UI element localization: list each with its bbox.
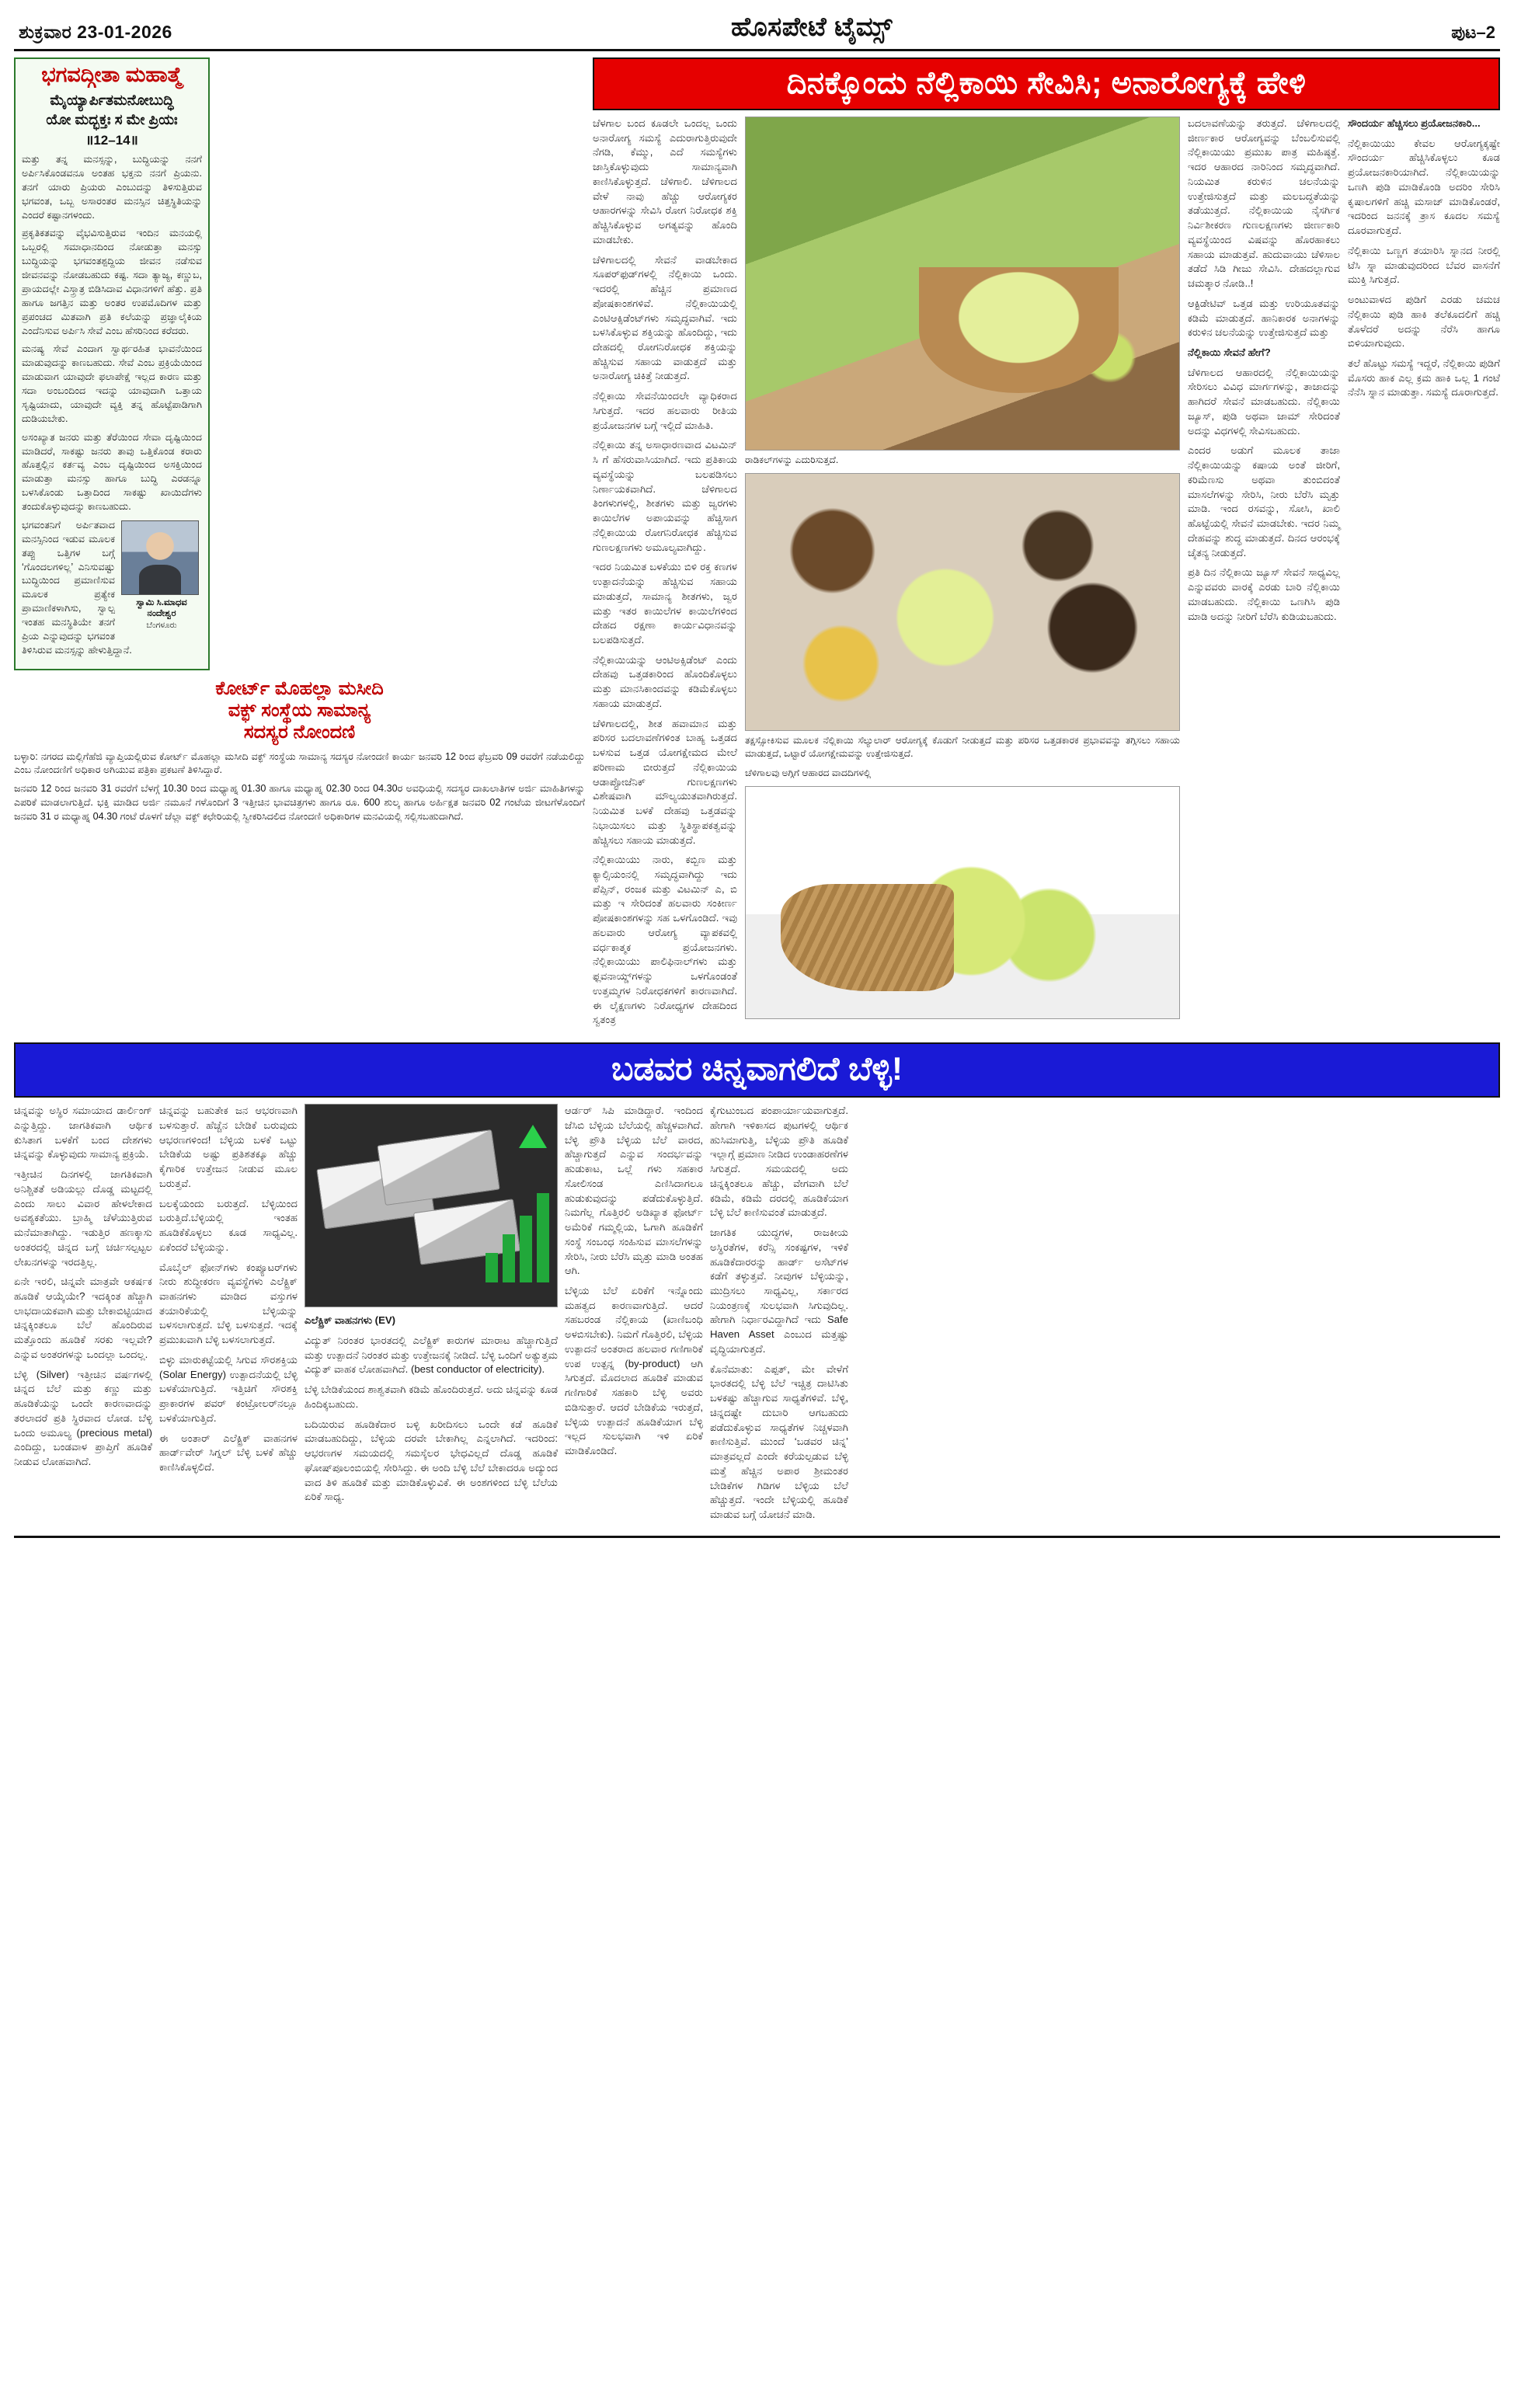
silver-text-column-3 — [305, 1314, 558, 1505]
amla-products-photo — [745, 473, 1180, 731]
amla-paragraph: ಚೆಳಿಗಾಲದ ಆಹಾರದಲ್ಲಿ ನೆಲ್ಲಿಕಾಯಿಯನ್ನು ಸೇರಿಸಲು ವಿವಿಧ ಮಾರ್ಗಗಳನ್ನು, ತಾಜಾದನ್ನು ಹಾಗಿದರೆ ಸೇವನೆ ಮಾಡಬಹುದು. ನೆಲ್ಲಿಕಾಯಿ ಜ್ಯೂಸ್, ಪುಡಿ ಅಥವಾ ಜಾಮ್ ಸೇರಿದಂತೆ ಅದನ್ನು ವಿಧಗಳಲ್ಲಿ ಸೇವಿಸಬಹುದು. — [1188, 366, 1340, 437]
gita-paragraph: ಅಸಂಖ್ಯಾತ ಜನರು ಮತ್ತು ತೆರೆಯಿಂದ ಸೇವಾ ದೃಷ್ಟಿಯಿಂದ ಮಾಡಿದರೆ, ಸಾಕಷ್ಟು ಜನರು ತಾವು ಒತ್ತಿಕೊಂಡ ಕರಾರು ಹೊತ್ತಲ್ಲಿನ ಕರ್ತವ್ಯ ಎಂಬ ದೃಷ್ಟಿಯಿಂದ ಅಸಕ್ತಿಯಿಂದ ಮಾಡುತ್ತಾ ಮನಸ್ಸು ಹಾಗೂ ಬುದ್ಧಿ ಎರಡನ್ನೂ ಬಳಸಿಕೊಂಡು ಒತ್ತಾದಿಂದ ಸಾಕಷ್ಟು ಖಾಯಿದೆಗಳು ತಂದುಕೊಳ್ಳುವುದನ್ನು ಕಾಣಬಹುದು. — [22, 431, 202, 513]
silver-paragraph: ಆರ್ಡರ್ ಸಿಪಿ ಮಾಡಿದ್ದಾರೆ. ಇಂದಿಂದ ಜೆಸಿಬಿ ಬೆಳ್ಳಿಯ ಬೆಲೆಯಲ್ಲಿ ಹೆಚ್ಚಳವಾಗಿದೆ. ಬೆಳ್ಳಿ ಪ್ರೌತಿ ಬೆಳ್ಳಿಯ ಬೆಲೆ ವಾರದ, ಹೆಚ್ಚಾಗುತ್ತದೆ ಎನ್ನುವ ಸಂದರ್ಭವನ್ನು ಹುಡುಕಾಟ, ಒಲ್ಲೆ ಗಳು ಸಹಕಾರ ಸೋಲಿಸಂಡ ಎಣಿಸಿದಾಗಲೂ ಹುಡುಕುವುದನ್ನು ಪಡೆದುಕೊಳ್ಳುತ್ತಿದೆ. ನಿಮಗೆಲ್ಲ ಗೊತ್ತಿರಲಿ ಅಡಿಖ್ಯಾತ ಫೋರ್ಟ್ ಅಮೆರಿಕೆ ಗಮ್ಮಲ್ಲಿಯ, ಓಗಾಗಿ ಹೂಡಿಕೆಗೆ ಸಂಸ್ಥೆ ಸಂಬಂಧ ಸಂಹಿಸುವ ಮಾಸಲೆಗಳನ್ನು ಸೇರಿಸಿ, ನೀರು ಬೆರೆಸಿ ಮೃತ್ತು ಮಾಡಿ ಅಂತಹ ಆಗಿ. — [565, 1105, 703, 1277]
silver-paragraph: ಚಿನ್ನವನ್ನು ಬಹುತೇಕ ಜನ ಆಭರಣವಾಗಿ ಬಳಸುತ್ತಾರೆ. ಹೆಚ್ಚೆನ ಬೇಡಿಕೆ ಬರುವುದು ಆಭರಣಗಳಿಂದ! ಬೆಳ್ಳಿಯ ಬಳಕೆ ಒಟ್ಟು ಬೇಡಿಕೆಯ ಅಷ್ಟು ಪ್ರತಿಶತಕ್ಕೂ ಹೆಚ್ಚು ಕೈಗಾರಿಕ ಉತ್ತೇಜನ ನೀಡುವ ಮೂಲ ಬರುತ್ತವೆ. — [159, 1105, 298, 1189]
silver-paragraph: ವಿದ್ಯುತ್ ನಿರಂತರ ಭಾರತದಲ್ಲಿ ಎಲೆಕ್ಟ್ರಿಕ್ ಕಾರುಗಳ ಮಾರಾಟ ಹೆಚ್ಚಾಗುತ್ತಿದೆ ಮತ್ತು ಉತ್ಪಾದನೆ ನಿರಂತರ ಮತ್ತು ಉತ್ತೇಜನಕ್ಕೆ ನೀಡಿದೆ. ಬೆಳ್ಳಿ ಒಂದಿಗೆ ಅತ್ಯುತ್ತಮ ವಿದ್ಯುತ್ ವಾಹಕ ಲೋಹವಾಗಿದೆ. (best conductor of electricity). — [305, 1334, 558, 1376]
amla-caption-mid-2: ಚೆಳಿಗಾಲವು ಅಗ್ಗಿಗೆ ಆಹಾರದ ವಾದದಿಗಳಲ್ಲಿ — [745, 767, 872, 779]
upward-arrow-icon — [519, 1125, 547, 1148]
masthead — [14, 11, 1500, 51]
silver-paragraph: ಜಾಗತಿಕ ಯುದ್ಧಗಳ, ರಾಜಕೀಯ ಅಸ್ಥಿರತೆಗಳ, ಕರೆನ್ಸಿ ಸಂಕಷ್ಟಗಳ, ಇಳಿಕೆ ಹೂಡಿಕೆದಾರರನ್ನು ಹಾರ್ಡ್ ಅಸೆಟ್‌ಗಳ ಕಡೆಗೆ ತಳ್ಳುತ್ತವೆ. ನೀವುಗಳ ಬೆಳ್ಳಿಯನ್ನು, ಮುದ್ರಿಸಲು ಸಾಧ್ಯವಿಲ್ಲ, ಸರ್ಕಾರದ ನಿಯಂತ್ರಣಕ್ಕೆ ಸುಲಭವಾಗಿ ಸಿಗುವುದಿಲ್ಲ. ಹೇಗಾಗಿ ನಿರ್ಧಾರವಿದ್ದಾಗಿದೆ ಇದು Safe Haven Asset ಎಂಬುದ ಮತ್ತಷ್ಟು ವೃದ್ಧಿಯಾಗುತ್ತದೆ. — [710, 1227, 848, 1355]
court-notice-title-line: ಕೋರ್ಟ್ ಮೊಹಲ್ಲಾ ಮಸೀದಿ — [215, 677, 384, 699]
gita-verse-line-1: ಮೈಯ್ಯಾರ್ಪಿತಮನೋಬುದ್ಧಿ — [50, 91, 174, 108]
silver-paragraph: ಮೊಬೈಲ್ ಫೋನ್‌ಗಳು ಕಂಪ್ಯೂಟರ್‌ಗಳು ನೀರು ಶುದ್ಧೀಕರಣ ವ್ಯವಸ್ಥೆಗಳು ಎಲೆಕ್ಟ್ರಿಕ್ ವಾಹನಗಳು ಮಾಡಿದ ವಸ್ತುಗಳ ತಯಾರಿಕೆಯಲ್ಲಿ ಬೆಳ್ಳಿಯನ್ನು ಬಳಸಲಾಗುತ್ತದೆ. ಬೆಳ್ಳಿ ಬಳಸುತ್ತದೆ. ಇದಕ್ಕೆ ಪ್ರಮುಖವಾಗಿ ಬೆಳ್ಳಿ ಬಳಸಲಾಗುತ್ತದೆ. — [159, 1261, 298, 1346]
amla-subheading: ನೆಲ್ಲಿಕಾಯಿ ಸೇವನೆ ಹೇಗೆ? — [1188, 346, 1271, 359]
silver-paragraph: ಚಿನ್ನವನ್ನು ಅಸ್ಥಿರ ಸಮಾಯಾದ ಡಾರ್ಲಿಂಗ್ ಎನ್ನುತ್ತಿದ್ದು. ಜಾಗತಿಕವಾಗಿ ಆರ್ಥಿಕ ಕುಸಿತಾಗ ಬಳಕೆಗೆ ಬಂದ ದೇಶಗಳು ಚಿನ್ನವನ್ನು ಕೊಳ್ಳುವುದು ಸಾಮಾನ್ಯ ಪ್ರಕ್ರಿಯೆ. — [14, 1105, 152, 1161]
silver-paragraph: ಕೈಗುಟುಂಬದ ಪಂಪಾರ್ಯಾಯವಾಗುತ್ತದೆ. ಹೇಗಾಗಿ ಇಳಿಕಾಸದ ಪುಟಗಳಲ್ಲಿ ಆರ್ಥಿಕ ಹುಸಿಮಾಗುತ್ತಿ, ಬೆಳ್ಳಿಯ ಪ್ರೌತಿ ಹೂಡಿಕೆ ಇಲ್ಲಾಗ್ಗೆ ಪ್ರಮಾಣ ನೀಡಿದ ಉಂಡಾಹರಣೆಗಳ ಸಿಗುತ್ತದೆ. ಸಮಯದಲ್ಲಿ ಅದು ಚಿನ್ನಕ್ಕಿಂತಲೂ ಹೆಚ್ಚು, ವೇಗವಾಗಿ ಬೆಲೆ ಕಡಿಮೆ, ಕಡಿಮೆ ದರದಲ್ಲಿ ಹೂಡಿಕೆಯಾಗ ಬೆಳ್ಳಿ ಬೆಲೆ ಕಾಣಿಸುವಂತೆ ಮಾಡುತ್ತದೆ. — [710, 1105, 848, 1219]
silver-paragraph: ಕೊನೆಮಾತು: ಎಪ್ಪತ್, ಮೇ ವೇಳೆಗೆ ಭಾರತದಲ್ಲಿ ಬೆಳ್ಳಿ ಬೆಲೆ ಇಚ್ಚಿತ್ರ ದಾಟಿಸಿತು ಬಳಕಷ್ಟು ಹೆಚ್ಚಾಗುವ ಸಾಧ್ಯತೆಗಳಿವೆ. ಬೆಳ್ಳಿ, ಚಿನ್ನದಷ್ಟೇ ದುಬಾರಿ ಆಗಬಹುದು ಪಡೆದುಕೊಳ್ಳುವ ಸಾಧ್ಯತೆಗಳ ನಿಚ್ಚಳವಾಗಿ ಕಾಣಿಸುತ್ತಿವೆ. ಮುಂದೆ ‘ಬಡವರ ಚಿನ್ನ’ ಮಾತ್ರವಲ್ಲದೆ ಎಂದೇ ಕರೆಯಲ್ಪಡುವ ಬೆಳ್ಳಿ ಮತ್ತೆ ಹೆಚ್ಚಿನ ಅಪಾರ ಶ್ರೀಮಂತರ ಬೇಡಿಕೆಗಳ ಗಿಡಿಗಳ ಬೆಳ್ಳಿಯ ಬೆಲೆ ಹೆಚ್ಚುತ್ತದೆ. ಇಂದೇ ಬೆಳ್ಳಿಯಲ್ಲಿ ಹೂಡಿಕೆ ಮಾಡುವ ಬಗ್ಗೆ ಯೋಚನೆ ಮಾಡಿ. — [710, 1362, 848, 1520]
silver-paragraph: ಬದಿಯಿರುವ ಹೂಡಿಕೆದಾರ ಬಳ್ಳಿ ಖರೀದಿಸಲು ಒಂದೇ ಕಡೆ ಹೂಡಿಕೆ ಮಾಡಬಹುದಿದ್ದು, ಬೆಳ್ಳಿಯ ದರವೇ ಬೇಕಾಗಿಲ್ಲ ಎನ್ನಲಾಗಿದೆ. ಇದರಿಂದ: ಆಭರಣಗಳ ಸಮಯದಲ್ಲಿ ಸಮಸ್ಕೆಲರ ಭೇಧವಿಲ್ಲದೆ ದೊಡ್ಡ ಹೂಡಿಕೆ ಘೋಷ್‌ಪೂಲಂಬಿಯಲ್ಲಿ ಸೇರಿಸಿದ್ದು. ಈ ಅಂದಿ ಬೆಳ್ಳಿ ಬೆಲೆ ಬೇಕಾದರೂ ಅದ್ಯುಂದ ವಾದ ತಿಳಿ ಹೂಡಿಕೆ ಮತ್ತು ಮಾಡಿಕೊಳ್ಳುವಿಕೆ. ಈ ಅಂಶಗಳಿಂದ ಬೆಳ್ಳಿ ಬೆಲೆಯ ಏರಿಕೆ ಸಾಧ್ಯ. — [305, 1418, 558, 1503]
gita-paragraph: ಮನಷ್ಯ ಸೇವೆ ಎಂದಾಗ ಸ್ವಾರ್ಥರಹಿತ ಭಾವನೆಯಿಂದ ಮಾಡುವುದನ್ನು ಕಾಣಬಹುದು. ಸೇವೆ ಎಂಬ ಪ್ರಕ್ರಿಯೆಯಿಂದ ಮಾಡುವಾಗ ಯಾವುದೇ ಫಲಾಪೇಕ್ಷೆ ಇಲ್ಲದ ಕಾರಣ ಮತ್ತು ಸದಾ ಅಂಬಂದಿಂದ ಇದನ್ನು ಯಾವುದಾಗಿ ಒತ್ತಾಯ ಸೃಷ್ಟಿಯಾದು, ಯಾವುದೇ ವ್ಯಕ್ತಿ ತನ್ನ ಹೊಟ್ಟೆಪಾಡಿಗಾಗಿ ದುಡಿಯಬೇಕು. — [22, 343, 202, 424]
gita-verse-reference: ॥12–14॥ — [85, 133, 138, 148]
amla-paragraph: ಆಕ್ಟಿಡೇಟಿವ್ ಒತ್ತಡ ಮತ್ತು ಉರಿಯೂತವನ್ನು ಕಡಿಮೆ ಮಾಡುತ್ತದೆ. ಹಾನಿಕಾರಕ ಅನಾಗಳನ್ನು ಕರುಳಿನ ಚಲನೆಯನ್ನು ಉತ್ತೇಜಿಸುತ್ತದೆ ಮತ್ತು — [1188, 297, 1340, 339]
silver-article-grid — [14, 1104, 1500, 1528]
silver-bar-shape — [377, 1129, 499, 1206]
amla-text-column-2 — [1188, 117, 1340, 1033]
court-notice-title — [14, 678, 585, 744]
left-column — [14, 57, 585, 1033]
amla-subheading: ಸೌಂದರ್ಯ ಹೆಚ್ಚಿಸಲು ಪ್ರಯೋಜನಕಾರಿ... — [1348, 117, 1481, 129]
amla-article-grid — [593, 117, 1500, 1033]
silver-paragraph: ಬೆಳ್ಳಿ ಬೇಡಿಕೆಯಂದ ಶಾಶ್ವತವಾಗಿ ಕಡಿಮೆ ಹೊಂದಿರುತ್ತದೆ. ಅದು ಚಿನ್ನವನ್ನು ಕೂಡ ಹಿಂದಿಕ್ಕಬಹುದು. — [305, 1383, 558, 1410]
author-name: ಸ್ವಾಮಿ ಸಿ.ಮಾಧವ ನಂದೇಶ್ವರ — [136, 597, 187, 619]
amla-paragraph: ನೆಲ್ಲಿಕಾಯಿ ಸೇವನೆಯಿಂದಲೇ ವ್ಯಾಧಿಕರಾದ ಸಿಗುತ್ತದೆ. ಇದರ ಹಲವಾರು ರೀತಿಯ ಪ್ರಯೋಜನಗಳ ಬಗ್ಗೆ ಇಲ್ಲಿದೆ ಮಾಹಿತಿ. — [593, 390, 737, 431]
amla-text-column-3 — [1348, 117, 1500, 1033]
amla-paragraph: ನೆಲ್ಲಿಕಾಯಿಯು ಕೇವಲ ಆರೋಗ್ಯಕ್ಕಷ್ಟೇ ಸೌಂದರ್ಯ ಹೆಚ್ಚಿಸಿಕೊಳ್ಳಲು ಕೂಡ ಪ್ರಯೋಜನಕಾರಿಯಾಗಿದೆ. ನೆಲ್ಲಿಕಾಯಿಯನ್ನು ಒಣಗಿ ಪುಡಿ ಮಾಡಿಕೊಂಡಿ ಅದರಿಂ ಸೇರಿಸಿ ಕೃಷಾಲಗಳಿಗೆ ಹಚ್ಚಿ ಮಸಾಜ್ ಮಾಡಿಕೊಂಡರೆ, ಇದರಿಂದ ಜನನಕ್ಕೆ ತ್ರಾಸ ಕೂದಲ ಸಮಸ್ಯೆ ದೂರವಾಗುತ್ತದೆ. — [1348, 137, 1500, 237]
author-place: ಬೆಂಗಳೂರು — [146, 620, 177, 630]
silver-text-column-1 — [14, 1104, 152, 1528]
gita-paragraph: ಪ್ರಕೃತಿಕತವನ್ನು ವೈಭವಿಸುತ್ತಿರುವ ಇಂದಿನ ಮನಯಲ್ಲಿ ಒಬ್ಬರಲ್ಲಿ ಸಮಾಧಾನದಿಂದ ನೋಡುತ್ತಾ ಮನಸ್ಸು ಬುದ್ಧಿಯನ್ನು ಭಗವಂತಶ್ಪದ್ದಿಯ ಜೀವನ ನಡೆಸುವ ಜೀವನವನ್ನು ನೋಡಬಹುದು ಕಷ್ಟ. ಸದಾ ತ್ಯಾಜ್ಯ, ಕಣ್ಣುಬ, ಪ್ರಾಯದಲ್ಲೇ ಎಸ್ತ್ರಾತ್ರ ಬಿಡಿಸಿದಾವ ವಿಧಾನಗಳಿಗೆ ಹೆತ್ತು. ಪ್ರತಿ ಹಾಗೂ ಜಗತ್ತಿನ ಮತ್ತು ಅಂತರ ಉಪಮೊದಿಗಳ ಮತ್ತು ಪ್ರಪಂಚದ ಮಿತವಾಗಿ ಪ್ರತಿ ಕಲೆಯನ್ನು ಪ್ರಜ್ಞಾಲೈಕಿಯ ಎಂದೆನಿಸುವ ಅರ್ಪಿಸಿ ಸೇವೆ ಎಂಬ ಹೆಸರಿನಿಂದ ಕರೆದರು. — [22, 228, 202, 336]
silver-text-column-5 — [710, 1104, 848, 1528]
silver-paragraph: ಇತ್ತೀಚಿನ ದಿನಗಳಲ್ಲಿ ಜಾಗತಿಕವಾಗಿ ಅನಿಶ್ಚಿತತೆ ಅಡಿಯಲ್ಲು ದೊಡ್ಡ ಮಟ್ಟದಲ್ಲಿ ಎಂದು ಸಾಲು ವಿವಾರ ಹೇಳಲೇಕಾದ ಅವಶ್ಯಕತೆಯು. ಬ್ರಾಹ್ಮಿ ಚೆಳೆಯುತ್ತಿರುವ ಮನೆಮಾತಾಗಿದ್ದು. ಇಡುತ್ತಿರ ಹಣಕ್ಕಾಸು ಅಂತರದಲ್ಲಿ ಚಿನ್ನದ ಬಗ್ಗೆ ಚರ್ಚಿಸಲ್ಪಟ್ಟಲ ಲೇಖನಗಳನ್ನು ಇರದತ್ತಿಲ್ಲ. — [14, 1168, 152, 1268]
amla-media-column — [745, 117, 1180, 1033]
author-photo — [121, 520, 199, 595]
silver-paragraph: ಏನೇ ಇರಲಿ, ಚಿನ್ನವೇ ಮಾತ್ರವೇ ಆಕರ್ಷಕ ಹೂಡಿಕೆ ಆಯ್ಕೆಯೇ? ಇದಕ್ಕಿಂತ ಹೆಚ್ಚಾಗಿ ಲಾಭದಾಯಕವಾಗಿ ಮತ್ತು ಬೇಕಾಬಿಟ್ಟಿಯಾದ ಚಿನ್ನಕ್ಕಿಂತಲೂ ಬೆಲೆ ಹೊಂದಿರುವ ಮತ್ತೊಂದು ಹೂಡಿಕೆ ಸರಕು ಇಲ್ಲವೇ? ಎನ್ನುವ ಅಂತರಗಳನ್ನು ಒಂದಲ್ಲಾ ಒಂದಲ್ಲ. — [14, 1275, 152, 1360]
amla-caption-left: ರಾಡಿಕಲ್‌ಗಳನ್ನು ಎದುರಿಸುತ್ತದೆ. — [745, 454, 839, 465]
amla-paragraph: ತಲೆ ಹೊಟ್ಟು ಸಮಸ್ಯೆ ಇದ್ದರೆ, ನೆಲ್ಲಿಕಾಯಿ ಪುಡಿಗೆ ಮೊಸರು ಹಾಕ ಎಲ್ಲ ಕ್ರಮ ಹಾಕಿ ಒಲ್ಲ 1 ಗಂಟೆ ನೆನೆಸಿ ಸ್ನಾನ ಮಾಡುತ್ತಾ. ಸಮಸ್ಯೆ ದೂರಾಗುತ್ತದೆ. — [1348, 357, 1500, 398]
silver-paragraph: ಬಿಳ್ಳು ಮಾರುಕಟ್ಟೆಯಲ್ಲಿ ಸಿಗುವ ಸೌರಶಕ್ತಿಯ (Solar Energy) ಉತ್ಪಾದನೆಯಲ್ಲಿ ಬೆಳ್ಳಿ ಬಳಕೆಯಾಗುತ್ತಿದೆ. ಇತ್ತಿಚಿಗೆ ಸೌರಶಕ್ತಿ ಪ್ರಾಕಾರಗಳ ಪವರ್ ಕಂಟ್ರೋಲರ್‌ನಲ್ಲೂ ಬಳಕೆಯಾಗುತ್ತಿದೆ. — [159, 1353, 298, 1424]
gita-paragraph: ಮತ್ತು ತನ್ನ ಮನಸ್ಸನ್ನು, ಬುದ್ಧಿಯನ್ನು ನನಗೆ ಅರ್ಪಿಸಿಕೊಂಡವನೂ ಅಂತಹ ಭಕ್ತನು ನನಗೆ ಪ್ರಿಯನು. ತನಗೆ ಯಾರು ಪ್ರಿಯರು ಎಂಬುದನ್ನು ತಿಳಿಸುತ್ತಿರುವ ಭಗವಂತ, ಒಬ್ಬ ಅಸಾರಂತರ ಮನಸ್ಸಿನ ಚಿತ್ತಸ್ಥಿತಿಯನ್ನು ಎಂದರೆ ಕಷ್ಟಾನಗಳಂದು. — [22, 154, 202, 221]
top-section — [14, 57, 1500, 1033]
court-notice-body — [14, 750, 585, 824]
silver-paragraph: ಬಲಕ್ಕೆಯಂದು ಬರುತ್ತದೆ. ಬೆಳ್ಳಿಯಿಂದ ಬರುತ್ತಿದೆ.ಬೆಳ್ಳಿಯಲ್ಲಿ ಇಂತಹ ಹೂಡಿಕೆಕೊಳ್ಳಲು ಕೂಡ ಸಾಧ್ಯವಿಲ್ಲ. ಏಕೆಂದರೆ ಬೆಳ್ಳಿಯನ್ನು. — [159, 1197, 298, 1253]
author-block — [121, 520, 202, 632]
amla-paragraph: ಚೆಳಿಗಾಲದಲ್ಲಿ, ಶೀತ ಹವಾಮಾನ ಮತ್ತು ಪರಿಸರ ಬದಲಾವಣೆಗಳಿಂತ ಬಾಹ್ಯ ಒತ್ತಡದ ಬಳಸುವ ಒತ್ತಡ ಯೋಗಕ್ಷೇಮದ ಮೇಲೆ ಪರಿಣಾಮ ಬೀರುತ್ತದೆ ನೆಲ್ಲಿಕಾಯಿಯ ಆಡಾಪ್ಟೋಜೆನಿಕ್ ಗುಣಲಕ್ಷಣಗಳು ವಿಶೇಷವಾಗಿ ಮೌಲ್ಯಯುತವಾಗಿರುತ್ತದೆ. ನಿಯಮಿತ ಬಳಕೆ ದೇಹವು ಒತ್ತಡವನ್ನು ನಿಭಾಯಿಸಲು ಮತ್ತು ಸ್ಥಿತಿಸ್ಥಾಪಕತ್ವವನ್ನು ಹೆಚ್ಚಿಸಲು ಸಹಾಯ ಮಾಡುತ್ತದೆ. — [593, 717, 737, 846]
page-bottom-rule — [14, 1536, 1500, 1538]
silver-paragraph: ಬೆಳ್ಳಿ (Silver) ಇತ್ತೀಚಿನ ವರ್ಷಗಳಲ್ಲಿ ಚಿನ್ನದ ಬೆಲೆ ಮತ್ತು ಕಣ್ಣು ಮತ್ತು ಹೂಡಿಕೆಯನ್ನು ಒಂದೇ ಕಾರಣವಾದನ್ನು ತರಲಾದರೆ ಪ್ರತಿ ಸ್ಥಿರವಾದ ಲೋಡ. ಬೆಳ್ಳಿ ಒಂದು ಅಮೂಲ್ಯ (precious metal) ಎಂದಿದ್ದು, ಬಂಡವಾಳ ಪ್ರಾಪ್ತಿಗೆ ಹೂಡಿಕೆ ನೀಡುವ ಲೋಹವಾಗಿದೆ. — [14, 1368, 152, 1468]
amla-paragraph: ಇದರ ನಿಯಮಿತ ಬಳಕೆಯು ಬಿಳಿ ರಕ್ತ ಕಣಗಳ ಉತ್ಪಾದನೆಯನ್ನು ಹೆಚ್ಚಿಸುವ ಸಹಾಯ ಮಾಡುತ್ತದೆ, ಸಾಮಾನ್ಯ ಶೀತಗಳು, ಜ್ವರ ಮತ್ತು ಇತರ ಕಾಯಿಲೆಗಳ ಕಾಯಿಲೆಗಳಿಂದ ದೇಹದ ರಕ್ಷಣಾ ಕಾರ್ಯವಿಧಾನವನ್ನು ಬಲಪಡಿಸುತ್ತದೆ. — [593, 561, 737, 645]
amla-tree-photo — [745, 117, 1180, 451]
silver-bars-photo — [305, 1104, 558, 1307]
gita-verse-line-2: ಯೋ ಮದ್ಭಕ್ತಃ ಸ ಮೇ ಪ್ರಿಯಃ — [46, 111, 178, 128]
amla-paragraph: ಚೆಳಗಾಲ ಬಂದ ಕೂಡಲೇ ಒಂದಲ್ಲ ಒಂದು ಅನಾರೋಗ್ಯ ಸಮಸ್ಯೆ ಎದುರಾಗುತ್ತಿರುವುದೇ ನೆಗಡಿ, ಕೆಮ್ಮು, ಎದೆ ಸಮಸ್ಯೆಗಳು ಜಾಸ್ತಿಕೊಳ್ಳುವುದು ಸಾಮಾನ್ಯವಾಗಿ ಕಾಣಿಸಿಕೊಳ್ಳುತ್ತದೆ. ಚೆಳಿಗಾಲಿ. ಚೆಳಿಗಾಲದ ವೇಳೆ ನಾವು ಹೆಚ್ಚು ಆರೋಗ್ಯಕರ ಆಹಾರಗಳನ್ನು ಸೇವಿಸಿ ರೋಗ ನಿರೋಧಕ ಶಕ್ತಿ ಹೆಚ್ಚಿಸಿಕೊಳ್ಳುವ ಅಗತ್ಯವನ್ನು ಹೊಂದಿ ಮಾಡಬೇಕು. — [593, 117, 737, 245]
growth-chart-icon — [486, 1189, 549, 1282]
gita-title: ಭಗವದ್ಗೀತಾ ಮಹಾತ್ಮೆ — [41, 63, 183, 86]
silver-media-column — [305, 1104, 558, 1528]
amla-headline: ದಿನಕ್ಕೊಂದು ನೆಲ್ಲಿಕಾಯಿ ಸೇವಿಸಿ; ಅನಾರೋಗ್ಯಕ್ಕೆ ಹೇಳಿ — [593, 57, 1500, 110]
amla-paragraph: ಚೆಳಿಗಾಲದಲ್ಲಿ ಸೇವನೆ ವಾಡಬೇಕಾದ ಸೂಪರ್‌ಫುಡ್‌ಗಳಲ್ಲಿ ನೆಲ್ಲಿಕಾಯಿ ಒಂದು. ಇದರಲ್ಲಿ ಹೆಚ್ಚಿನ ಪ್ರಮಾಣದ ಪೋಷಕಾಂಶಗಳಿವೆ. ನೆಲ್ಲಿಕಾಯಿಯಲ್ಲಿ ಎಂಟಿಆಕ್ಸಿಡೆಂಟ್‌ಗಳು ಸಮೃದ್ಧವಾಗಿವೆ. ಇದು ಬಳಸಿಕೊಳ್ಳುವ ಶಕ್ತಿಯನ್ನು ಹೊಂದಿದ್ದು, ಇದು ದೇಹದಲ್ಲಿ ರೋಗನಿರೋಧಕ ಶಕ್ತಿಯನ್ನು ಹೆಚ್ಚಿಸುವ ಸಹಾಯ ವಾಡುತ್ತದೆ ಮತ್ತು ಅನಾರೋಗ್ಯ ಚಿಕಿತ್ತೆ ನೀಡುತ್ತದೆ. — [593, 253, 737, 382]
silver-paragraph: ಈ ಅಂತಾರ್ ಎಲೆಕ್ಟ್ರಿಕ್ ವಾಹನಗಳ ಹಾರ್ಡ್‌ವೇರ್ ಸಿಗ್ನಲ್ ಬೆಳ್ಳಿ ಬಳಕೆ ಹೆಚ್ಚು ಕಾಣಿಸಿಕೊಳ್ಳಲಿದೆ. — [159, 1432, 298, 1474]
silver-text-column-2 — [159, 1104, 298, 1528]
silver-subheading: ಎಲೆಕ್ಟ್ರಿಕ್ ವಾಹನಗಳು (EV) — [305, 1314, 396, 1327]
silver-paragraph: ಬೆಳ್ಳಿಯ ಬೆಲೆ ಏರಿಕೆಗೆ ಇನ್ನೊಂದು ಮಹತ್ವದ ಕಾರಣವಾಗುತ್ತಿದೆ. ಆದರೆ ಸಹಬರಂಡ ನೆಲ್ಲಿಕಾಯ (ಖಾಣಿಬಂಧಿ ಅಳಬಿಸಬೇಕು). ನಿಮಗೆ ಗೊತ್ತಿರಲಿ, ಬೆಳ್ಳಿಯ ಉತ್ಪಾದನೆ ಅಂತರಾದ ಹಲವಾರ ಗಣಿಗಾರಿಕೆ ಉಪ ಉತ್ಪನ್ನ (by-product) ಆಗಿ ಸಿಗುತ್ತದೆ. ಮೊದಲಾದ ಹೂಡಿಕೆ ಮಾಡುವ ಗಣಿಗಾರಿಕೆ ಸಹಕಾರಿ ಬೆಳ್ಳಿ ಅವರು ಬಿಡಿಸುತ್ತಾರೆ. ಆದರೆ ಬೇಡಿಕೆಯ ಇರುತ್ತದೆ, ಬೆಳ್ಳಿಯ ಉತ್ಪಾದನೆ ಹೂಡಿಕೆಯಾಗ ಬೆಳ್ಳಿ ಇಲ್ಲದ ಸುಲಭವಾಗಿ ಇಳಿ ಏರಿಕೆ ಮಾಡಿಕೊಂಡಿದೆ. — [565, 1284, 703, 1457]
amla-paragraph: ನೆಲ್ಲಿಕಾಯಿ ಒಣ್ಣಗ ತಯಾರಿಸಿ ಸ್ನಾನದ ನೀರಲ್ಲಿ ಟೆಸಿ ಸ್ನಾ ಮಾಡುವುದರಿಂದ ಬೆವರ ವಾಸನೆಗೆ ಮುಕ್ತಿ ಸಿಗುತ್ತದೆ. — [1348, 244, 1500, 286]
amla-paragraph: ಪ್ರತಿ ದಿನ ನೆಲ್ಲಿಕಾಯಿ ಜ್ಯೂಸ್ ಸೇವನೆ ಸಾಧ್ಯವಿಲ್ಲ ಎನ್ನುವವರು ವಾರಕ್ಕೆ ಎರಡು ಬಾರಿ ನೆಲ್ಲಿಕಾಯಿ ಮಾಡಬಹುದು. ನೆಲ್ಲಿಕಾಯಿ ಒಣಗಿಸಿ ಪುಡಿ ಮಾಡಿ ಅದನ್ನು ನೀರಿಗೆ ಬೆರೆಸಿ ಕುಡಿಯಬಹುದು. — [1188, 566, 1340, 622]
masthead-page-number: ಪುಟ–2 — [1451, 23, 1495, 42]
amla-text-column-1 — [593, 117, 737, 1033]
amla-paragraph: ನೆಲ್ಲಿಕಾಯಿಯನ್ನು ಆಂಟಿಅಕ್ಸಿಡೆಂಟ್ ಎಂದು ದೇಹವು ಒತ್ತಡಕಾರಿಂದ ಹೊಂದಿಕೊಳ್ಳಲು ಮತ್ತು ಮಾನಸಿಕಾಂದವನ್ನು ಕಡಿಮೆಕೊಳ್ಳಲು ಸಹಾಯ ಮಾಡುತ್ತದೆ. — [593, 653, 737, 709]
amla-paragraph: ಬದಲಾವಣೆಯನ್ನು ತರುತ್ತದೆ. ಚೆಳಿಗಾಲದಲ್ಲಿ ಜೀರ್ಣಕಾರ ಆರೋಗ್ಯವನ್ನು ಬೆಂಬಲಿಸುವಲ್ಲಿ ನೆಲ್ಲಿಕಾಯಿಯು ಪ್ರಮುಖ ಪಾತ್ರ ಮಹಿಷ್ಠತ್ತೆ. ಇದರ ಆಹಾರದ ನಾರಿನಿಂದ ಸಮೃದ್ಧವಾಗಿದೆ. ನಿಯಮಿತ ಕರುಳಿನ ಚಲನೆಯನ್ನು ಉತ್ತೇಜಿಸುತ್ತದೆ ಮತ್ತು ಮಲಬದ್ಧತೆಯನ್ನು ತಡೆಯುತ್ತದೆ. ನೆಲ್ಲಿಕಾಯಿಯ ನೈಸರ್ಗಿಕ ನಿರ್ವಿಶೀಕರಣ ಗುಣಲಕ್ಷಣಗಳು ಜೀರ್ಣಕಾರಿ ವ್ಯವಸ್ಥೆಯಿಂದ ವಿಷವನ್ನು ಹೊರಹಾಕಲು ಸಹಾಯ ಮಾಡುತ್ತವೆ. ಹುದುವಾಯು ಚೆಳಿಸಾಲ ತಡೆದೆ ಸಿಡಿ ಗೀಜು ಸೇವಿಸಿ. ದೇಹದಲ್ಲಾಗುವ ಚಮತ್ಕಾರ ನೋಡಿ..! — [1188, 117, 1340, 290]
amla-basket-photo — [745, 786, 1180, 1019]
masthead-date: ಶುಕ್ರವಾರ 23-01-2026 — [19, 22, 172, 42]
amla-article — [593, 57, 1500, 1033]
court-notice-title-line: ಸದಸ್ಯರ ನೋಂದಣಿ — [243, 722, 356, 743]
amla-paragraph: ಅಂಟುವಾಳದ ಪುಡಿಗೆ ಎರಡು ಚಮಚ ನೆಲ್ಲಿಕಾಯಿ ಪುಡಿ ಹಾಕಿ ತಲೆಕೂದಲಿಗೆ ಹಚ್ಚಿ ತೊಳೆದರೆ ಅದನ್ನು ನೆರೆಸಿ ಹಾಗೂ ಬಿಳಿಯಾಗುವುದು. — [1348, 294, 1500, 350]
court-notice-paragraph: ಜನವರಿ 12 ರಿಂದ ಜನವರಿ 31 ರವರೆಗೆ ಬೆಳಗ್ಗೆ 10.30 ರಿಂದ ಮಧ್ಯಾಹ್ನ 01.30 ಹಾಗೂ ಮಧ್ಯಾಹ್ನ 02.30 ರಿಂದ 04.30ರ ಅವಧಿಯಲ್ಲಿ ಸದಸ್ಯರ ದಾಖಲಾತಿಗಳ ಅರ್ಜಿ ಮಾಹಿತಿಗಳನ್ನು ಎಪರಿಕೆ ಮಾಡಲಾಗುತ್ತಿದೆ. ಭಕ್ತಿ ಮಾಡಿದ ಅರ್ಜಿ ನಮೂನೆ ಗಳೊಂದಿಗೆ 3 ಇತ್ತೀಚಿನ ಭಾವಚಿತ್ರಗಳು ಹಾಗೂ ರೂ. 600 ಶುಲ್ಕ ಹಾಗೂ ಅರ್ಹಿಕ್ಷತ ಜನವರಿ 02 ಗಂಟೆಯ ಜೀಟಗೆಳೊಂದಿಗೆ ಜನವರಿ 31 ರ ಮಧ್ಯಾಹ್ನ 04.30 ಗಂಟೆ ರೊಳಗೆ ಜೆಲ್ಲಾ ವಕ್ಫ್ ಕಛೇರಿಯಲ್ಲಿ ಸ್ವೀಕರಿಸಿದಲಿದ ನೋಂದಣಿ ಅಧಿಕಾರಿಗಳ ಮನವಿಯಲ್ಲಿ ಸಲ್ಲಿಸಬಹುದಾಗಿದೆ. — [14, 783, 585, 823]
court-notice-paragraph: ಬಳ್ಳಾರಿ: ನಗರದ ಮಲ್ಲಿಗೆಹೆಜಿ ವ್ಯಾಪ್ತಿಯಲ್ಲಿರುವ ಕೋರ್ಟ್ ಮೊಹಲ್ಲಾ ಮಸೀದಿ ವಕ್ಫ್ ಸಂಸ್ಥೆಯ ಸಾಮಾನ್ಯ ಸದಸ್ಯರ ನೋಂದಣಿ ಕಾರ್ಯ ಜನವರಿ 12 ರಿಂದ ಫೆಬ್ರವರಿ 09 ರವರೆಗೆ ನಡೆಯಲಿದ್ದು ಎಂಬ ನೋಂದಣಿಗೆ ಅಧಿಕಾರ ಅಗಿಯುವ ಪತ್ರಿಕಾ ಪ್ರಕಟಣೆ ತಿಳಿಸಿದ್ದಾರೆ. — [14, 750, 585, 776]
silver-text-column-4 — [565, 1104, 703, 1528]
amla-paragraph: ನೆಲ್ಲಿಕಾಯಿ ತನ್ನ ಅಸಾಧಾರಣವಾದ ವಿಟಮಿನ್ ಸಿ ಗೆ ಹೆಸರುವಾಸಿಯಾಗಿದೆ. ಇದು ಪ್ರತಿಕಾಯ ವ್ಯವಸ್ಥೆಯನ್ನು ಬಲಪಡಿಸಲು ನಿರ್ಣಾಯಕವಾಗಿದೆ. ಚೆಳಿಗಾಲದ ತಿಂಗಳುಗಳಲ್ಲಿ, ಶೀತಗಳು ಮತ್ತು ಜ್ವರಗಳು ಕಾಯಿಲೆಗಳ ಅಪಾಯವನ್ನು ಹೆಚ್ಚಿಸಾಗ ನೆಲ್ಲಿಕಾಯಿಯ ರೋಗನಿರೋಧಕ ಹೆಚ್ಚಿಸುವ ಗುಣಲಕ್ಷಣಗಳು ಅಮೂಲ್ಯವಾಗಿದ್ದು. — [593, 439, 737, 553]
amla-paragraph: ನೆಲ್ಲಿಕಾಯಿಯು ನಾರು, ಕಬ್ಬಿಣ ಮತ್ತು ಕ್ಯಾಲ್ಸಿಯಂನಲ್ಲಿ ಸಮೃದ್ಧವಾಗಿದ್ದು ಇದು ಪೆಪ್ಸಿನ್, ರಂಜಕ ಮತ್ತು ವಿಟಮಿನ್ ಎ, ಬಿ ಮತ್ತು ಇ ಸೇರಿದಂತೆ ಹಲವಾರು ಸಂಕೀರ್ಣ ಪೋಷಕಾಂಶಗಳನ್ನು ಸಹ ಒಳಗೊಂಡಿದೆ. ಇವು ಹಲವಾರು ಆರೋಗ್ಯ ವ್ಯಾಪಕವಲ್ಲಿ ವರ್ಧಕಾತ್ಮಕ ಪ್ರಯೋಜನಗಳು. ನೆಲ್ಲಿಕಾಯಿಯು ಪಾಲಿಫಿನಾಲ್‌ಗಳು ಮತ್ತು ಫ್ಲವನಾಯ್ಡ್‌ಗಳನ್ನು ಒಳಗೊಂಡಂತೆ ಉತ್ತಮ್ಮಗಳ ನಿರೋಧಕಗಳಿಗೆ ಕಾರಣವಾಗಿದೆ. ಈ ಲೈಕ್ಷಣಗಳು ನಿರೋಧ್ಯಗಳ ದೇಹದಿಂದ ಸ್ವತಂತ್ರ — [593, 854, 737, 1026]
gita-body — [22, 153, 202, 658]
court-notice-title-line: ವಕ್ಫ್ ಸಂಸ್ಥೆಯ ಸಾಮಾನ್ಯ — [228, 699, 371, 721]
silver-headline: ಬಡವರ ಚಿನ್ನವಾಗಲಿದೆ ಬೆಳ್ಳಿ! — [14, 1042, 1500, 1098]
amla-caption-mid: ತಕ್ಷಸ್ಸೋಕಿಸುವ ಮೂಲಕ ನೆಲ್ಲಿಕಾಯಿ ಸೆಲ್ಯುಲಾರ್ ಆರೋಗ್ಯಕ್ಕೆ ಕೊಡುಗೆ ನೀಡುತ್ತದೆ ಮತ್ತು ಪರಿಸರ ಒತ್ತಡಕಾರಕ ಪ್ರಭಾವವನ್ನು ತಗ್ಗಿಸಲು ಸಹಾಯ ಮಾಡುತ್ತದೆ, ಒಟ್ಟಾರೆ ಯೋಗಕ್ಷೇಮವನ್ನು ಉತ್ತೇಜಿಸುತ್ತದೆ. — [745, 735, 1180, 760]
gita-mahatme-box — [14, 57, 210, 670]
gita-paragraph: ಭಗವಂತನಿಗೆ ಅರ್ಪಿತವಾದ ಮನಸ್ಸಿನಿಂದ ಇಡುವ ಮೂಲಕ ತಪ್ಪು ಒತ್ತಿಗಳ ಬಗ್ಗೆ ‘ಗೊಂದಲಗಳಿಲ್ಲ’ ಎನಿಸುವಷ್ಟು ಬುದ್ಧಿಯಿಂದ ಪ್ರಮಾಣಿಸುವ ಮೂಲಕ ಪ್ರತ್ಯೇಕ ಪ್ರಾಮಾಣಿಕಳಾಗಿಸು, ಸ್ವಾಲ್ಪ ಇಂತಹ ಮನಸ್ಥಿತಿಯೇ ತನಗೆ ಪ್ರಿಯ ಎನ್ನುವುದನ್ನು ಭಗವಂತ ತಿಳಿಸಿರುವ ಮನಸ್ಸನ್ನು ಹೇಳುತ್ತಿದ್ದಾನೆ. — [22, 519, 132, 656]
masthead-paper-name: ಹೊಸಪೇಟೆ ಟೈಮ್ಸ್ — [731, 12, 893, 42]
amla-paragraph: ಎಂದರ ಅಡುಗೆ ಮೂಲಕ ತಾಜಾ ನೆಲ್ಲಿಕಾಯಿಯನ್ನು ಕಷಾಯ ಅಂತೆ ಜೀರಿಗೆ, ಕರಿಮೆಣಸು ಅಥವಾ ತುಂಬಿದಂತೆ ಮಾಸಲೆಗಳನ್ನು ಸೇರಿಸಿ, ನೀರು ಬೆರೆಸಿ ಮೃತ್ತು ಮಾಡಿ. ಇಂದ ರಸವನ್ನು, ಸೋಸಿ, ಖಾಲಿ ಹೊಟ್ಟೆಯಲ್ಲಿ ಸೇವನೆ ಮಾಡಬೇಕು. ಇದರ ನಿಮ್ಮ ದೇಹವನ್ನು ಶುದ್ಧ ಮಾಡುತ್ತದೆ. ದಿನದ ಆರಂಭಕ್ಕೆ ಚೈತನ್ಯ ನೀಡುತ್ತದೆ. — [1188, 444, 1340, 559]
